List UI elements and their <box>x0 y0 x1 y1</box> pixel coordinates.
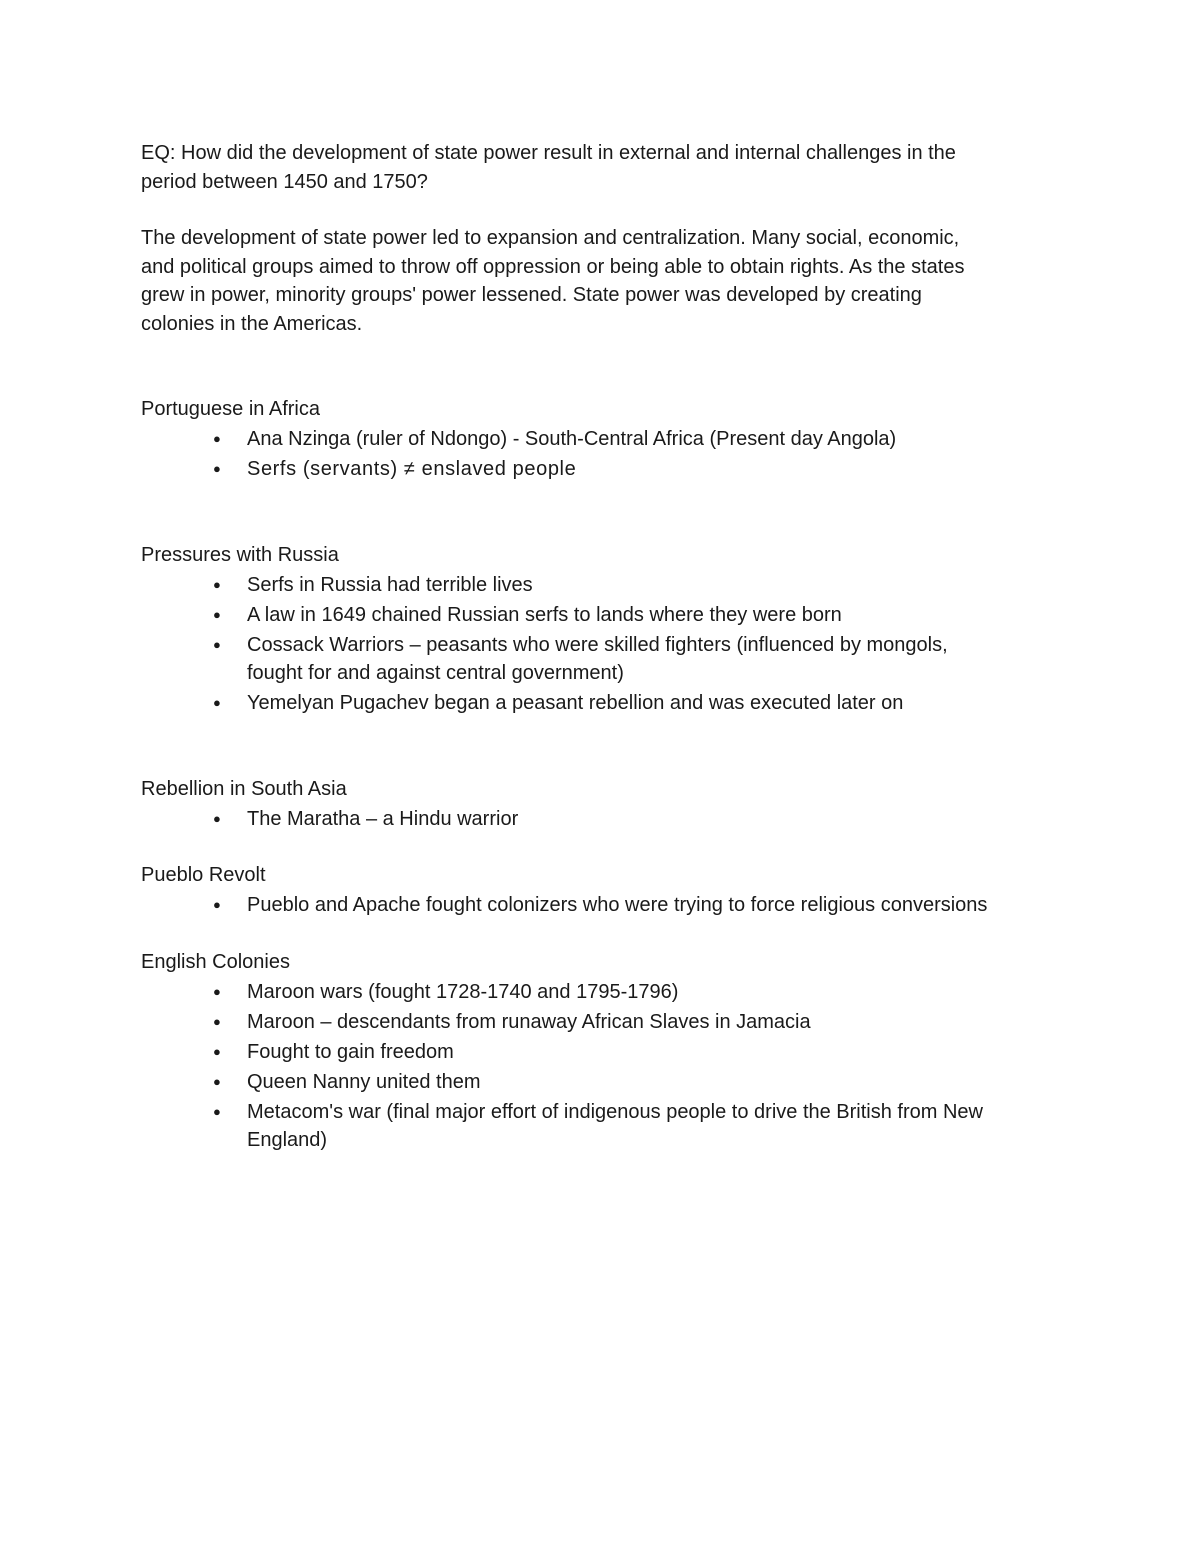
list-item <box>141 571 1071 600</box>
bullet-icon: ● <box>213 431 221 446</box>
bullet-list <box>141 805 1071 834</box>
list-item <box>141 689 1071 718</box>
list-item-text: Maroon – descendants from runaway African Slaves in Jamacia <box>247 1010 811 1033</box>
bullet-icon: ● <box>213 897 221 912</box>
list-item-text: Metacom's war (final major effort of indigenous people to drive the British from New <box>247 1100 983 1123</box>
bullet-icon: ● <box>213 606 221 622</box>
bullet-icon: ● <box>213 810 221 826</box>
list-item-text-continued: England) <box>247 1129 328 1151</box>
list-item-text-continued: fought for and against central government) <box>247 662 624 684</box>
section-english-colonies <box>141 948 1071 1155</box>
list-item <box>141 805 1071 834</box>
list-item <box>141 1098 1071 1155</box>
list-item <box>141 601 1071 630</box>
list-item <box>141 1068 1071 1097</box>
section-pueblo-revolt <box>141 861 1071 920</box>
bullet-icon: ● <box>213 695 221 710</box>
section-portuguese-in-africa <box>141 395 1071 484</box>
intro-line-3: grew in power, minority groups' power lessened. State power was developed by creating <box>141 284 922 306</box>
section-title: Portuguese in Africa <box>141 398 320 420</box>
bullet-list <box>141 425 1071 484</box>
section-rebellion-in-south-asia <box>141 775 1071 834</box>
bullet-icon: ● <box>213 576 221 592</box>
intro-line-2: and political groups aimed to throw off oppression or being able to obtain rights. As the states <box>141 255 965 278</box>
document-page <box>141 139 1071 1155</box>
essential-question-line-2: period between 1450 and 1750? <box>141 170 428 193</box>
list-item-text: Pueblo and Apache fought colonizers who were trying to force religious conversions <box>247 894 988 916</box>
list-item <box>141 891 1071 920</box>
bullet-icon: ● <box>213 461 221 476</box>
section-title: Pueblo Revolt <box>141 864 266 886</box>
bullet-icon: ● <box>213 983 221 999</box>
intro-paragraph <box>141 224 1071 338</box>
list-item-text: Serfs in Russia had terrible lives <box>247 573 533 596</box>
bullet-icon: ● <box>213 1013 221 1029</box>
list-item <box>141 1008 1071 1037</box>
list-item-text: Serfs (servants) ≠ enslaved people <box>247 458 577 480</box>
list-item <box>141 631 1071 688</box>
list-item <box>141 455 1071 484</box>
list-item-text: Yemelyan Pugachev began a peasant rebellion and was executed later on <box>247 692 904 714</box>
intro-line-4: colonies in the Americas. <box>141 312 363 335</box>
list-item-text: Ana Nzinga (ruler of Ndongo) - South-Central Africa (Present day Angola) <box>247 428 897 450</box>
list-item <box>141 1038 1071 1067</box>
essential-question-line-1: EQ: How did the development of state power result in external and internal challenges in the <box>141 142 956 164</box>
section-pressures-with-russia <box>141 541 1071 718</box>
list-item-text: Cossack Warriors – peasants who were skilled fighters (influenced by mongols, <box>247 633 948 656</box>
section-title: English Colonies <box>141 950 290 973</box>
bullet-icon: ● <box>213 1103 221 1119</box>
list-item <box>141 425 1071 454</box>
bullet-icon: ● <box>213 1073 221 1089</box>
list-item-text: Fought to gain freedom <box>247 1040 454 1063</box>
bullet-icon: ● <box>213 636 221 652</box>
bullet-icon: ● <box>213 1043 221 1059</box>
list-item <box>141 978 1071 1007</box>
section-title: Rebellion in South Asia <box>141 777 347 800</box>
intro-line-1: The development of state power led to expansion and centralization. Many social, economic, <box>141 227 960 249</box>
bullet-list <box>141 571 1071 718</box>
section-title: Pressures with Russia <box>141 543 339 566</box>
bullet-list <box>141 978 1071 1155</box>
list-item-text: A law in 1649 chained Russian serfs to lands where they were born <box>247 603 842 626</box>
list-item-text: The Maratha – a Hindu warrior <box>247 807 519 830</box>
list-item-text: Queen Nanny united them <box>247 1070 481 1093</box>
bullet-list <box>141 891 1071 920</box>
list-item-text: Maroon wars (fought 1728-1740 and 1795-1796) <box>247 980 679 1003</box>
